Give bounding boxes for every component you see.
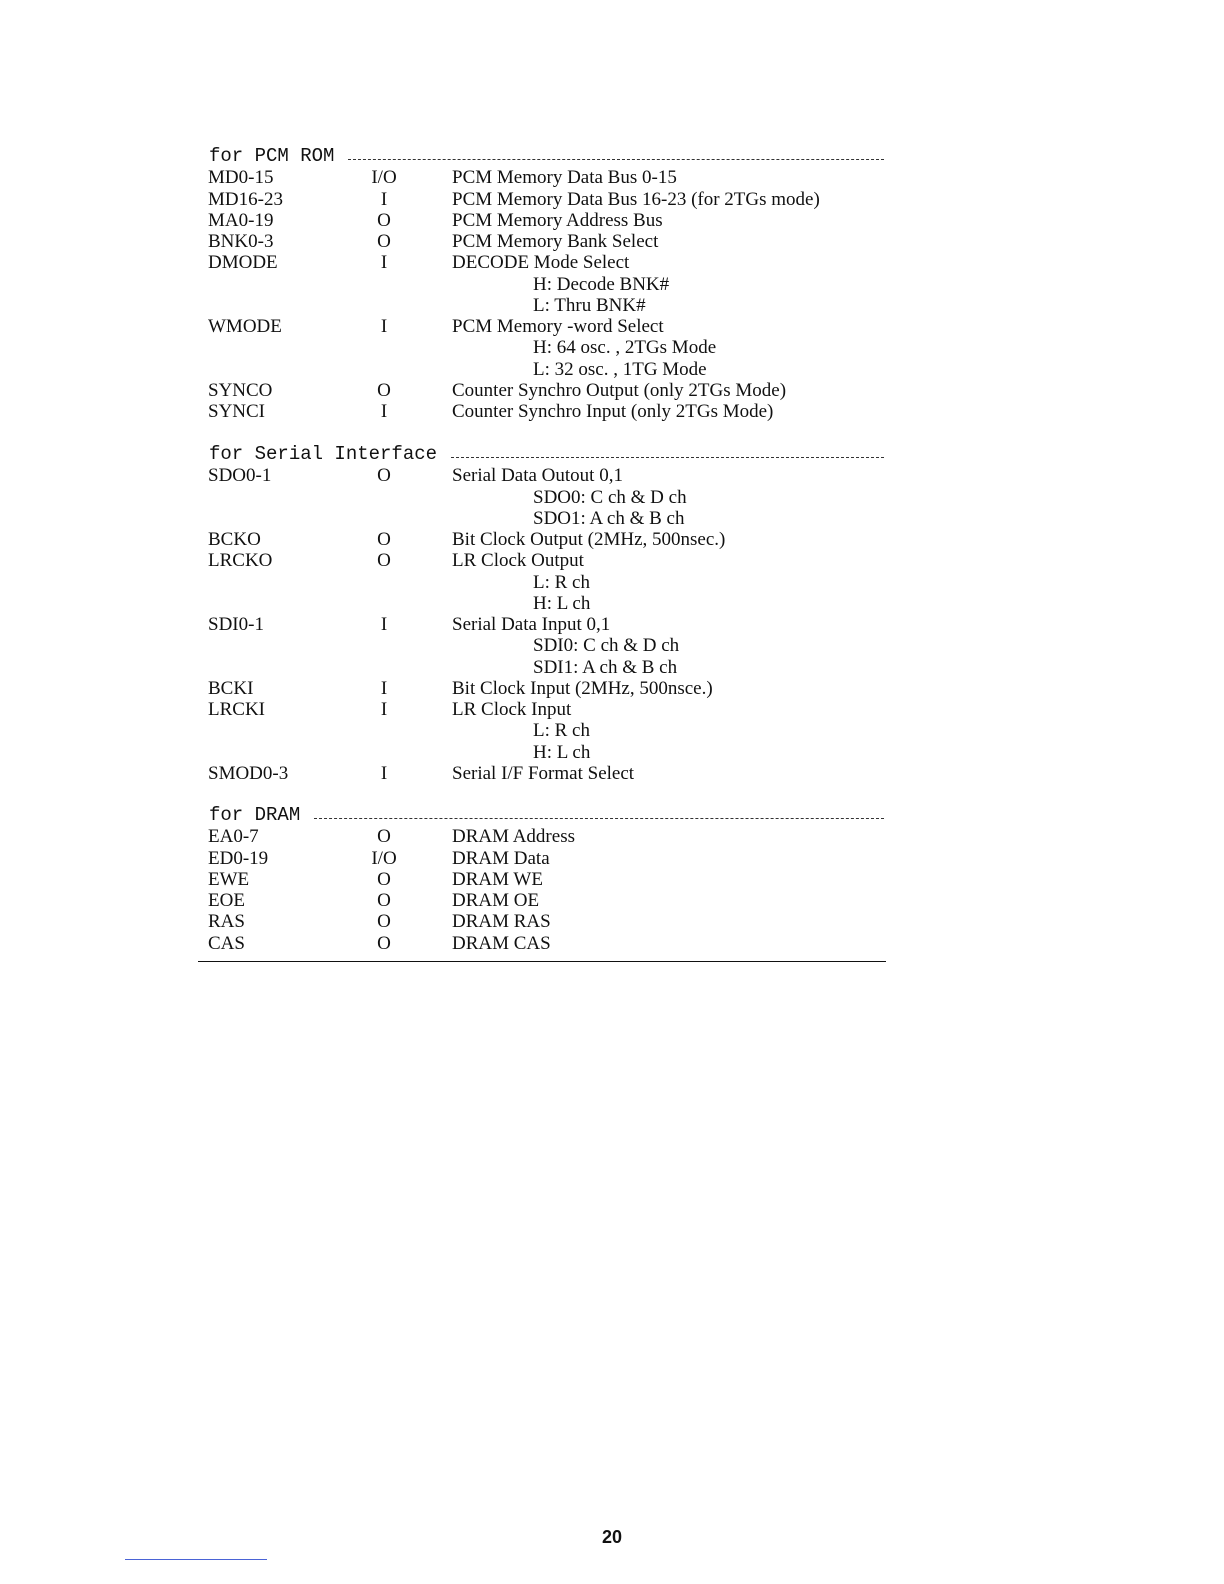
pin-name: WMODE	[208, 316, 282, 337]
section-title: for PCM ROM	[209, 146, 335, 167]
pin-row	[0, 231, 1224, 252]
pin-row	[0, 763, 1224, 784]
pin-row	[0, 401, 1224, 422]
pin-name: EA0-7	[208, 826, 259, 848]
pin-row	[0, 252, 1224, 273]
pin-option: H: Decode BNK#	[533, 273, 670, 295]
pin-row	[0, 678, 1224, 699]
pin-option-row	[0, 593, 1224, 614]
pin-description: DRAM Data	[452, 847, 550, 869]
pin-direction-label: O	[377, 529, 391, 550]
pin-option: L: R ch	[533, 571, 590, 593]
pin-name: MD0-15	[208, 167, 274, 189]
pin-description: Bit Clock Input (2MHz, 500nsce.)	[452, 677, 713, 699]
pin-direction-label: O	[377, 868, 391, 890]
pin-name: SMOD0-3	[208, 762, 289, 784]
pin-row	[0, 848, 1224, 869]
pin-description: LR Clock Output	[452, 550, 584, 572]
pin-direction-label: O	[377, 890, 391, 911]
pin-name: RAS	[208, 911, 245, 933]
pin-row	[0, 189, 1224, 210]
pin-option-row	[0, 359, 1224, 380]
pin-option: L: Thru BNK#	[533, 294, 646, 316]
pin-option: SDI0: C ch & D ch	[533, 635, 680, 657]
pin-direction-label: O	[377, 209, 391, 231]
dashed-rule	[451, 457, 884, 458]
pin-description: DRAM WE	[452, 868, 543, 890]
pin-option-row	[0, 657, 1224, 678]
pin-name: BCKI	[208, 677, 254, 699]
footnote-link-underline[interactable]	[125, 1559, 267, 1560]
pin-name: DMODE	[208, 252, 278, 274]
pin-row	[0, 316, 1224, 337]
pin-row	[0, 911, 1224, 932]
pin-direction-label: O	[377, 826, 391, 848]
section-header	[209, 805, 884, 826]
section-header	[209, 146, 884, 167]
pin-name: SDO0-1	[208, 465, 272, 487]
pin-row	[0, 167, 1224, 188]
pin-option-row	[0, 720, 1224, 741]
pin-option: H: L ch	[533, 592, 591, 614]
section-title: for DRAM	[209, 805, 301, 826]
pin-direction-label: O	[377, 932, 391, 954]
pin-option: L: 32 osc. , 1TG Mode	[533, 358, 707, 380]
pin-option: SDO0: C ch & D ch	[533, 486, 687, 508]
pin-option-row	[0, 337, 1224, 358]
pin-description: DRAM OE	[452, 890, 540, 911]
pin-description: LR Clock Input	[452, 699, 572, 720]
dashed-rule	[314, 818, 884, 819]
pin-direction-label: O	[377, 379, 391, 401]
pin-row	[0, 210, 1224, 231]
page-number: 20	[601, 1527, 623, 1547]
pin-direction-label: O	[377, 911, 391, 933]
pin-description: Serial Data Input 0,1	[452, 614, 611, 635]
pin-direction-label: I	[380, 614, 388, 635]
pin-description: DECODE Mode Select	[452, 252, 630, 274]
pin-option: H: L ch	[533, 741, 591, 763]
pin-option-row	[0, 487, 1224, 508]
pin-option-row	[0, 742, 1224, 763]
pin-row	[0, 869, 1224, 890]
pin-option-row	[0, 295, 1224, 316]
pin-row	[0, 890, 1224, 911]
pin-row	[0, 550, 1224, 571]
pin-direction-label: I	[380, 316, 388, 337]
bottom-rule	[198, 961, 886, 962]
pin-name: ED0-19	[208, 847, 269, 869]
pin-option-row	[0, 572, 1224, 593]
pin-direction-label: O	[377, 550, 391, 572]
pin-description: Serial I/F Format Select	[452, 762, 635, 784]
pin-option-row	[0, 508, 1224, 529]
pin-name: CAS	[208, 932, 245, 954]
pin-description: Counter Synchro Input (only 2TGs Mode)	[452, 401, 774, 422]
pin-option: SDO1: A ch & B ch	[533, 507, 685, 529]
pin-name: LRCKI	[208, 699, 265, 720]
pin-direction-label: I	[380, 699, 388, 720]
pin-description: PCM Memory Bank Select	[452, 231, 659, 252]
pin-direction-label: I	[380, 252, 388, 274]
pin-row	[0, 465, 1224, 486]
pin-direction-label: I	[380, 401, 388, 422]
pin-name: LRCKO	[208, 550, 273, 572]
pin-name: SDI0-1	[208, 614, 264, 635]
pin-row	[0, 699, 1224, 720]
pin-option-row	[0, 274, 1224, 295]
pin-name: EWE	[208, 868, 250, 890]
pin-direction-label: O	[377, 231, 391, 252]
pin-option: H: 64 osc. , 2TGs Mode	[533, 337, 717, 359]
pin-description: Bit Clock Output (2MHz, 500nsec.)	[452, 529, 726, 550]
pin-description: Serial Data Outout 0,1	[452, 465, 623, 487]
pin-direction-label: I	[380, 762, 388, 784]
pin-option: L: R ch	[533, 720, 590, 742]
section-header	[209, 444, 884, 465]
pin-row	[0, 380, 1224, 401]
pin-option-row	[0, 635, 1224, 656]
pin-name: BNK0-3	[208, 231, 274, 252]
pin-option: SDI1: A ch & B ch	[533, 656, 678, 678]
pin-row	[0, 529, 1224, 550]
pin-row	[0, 826, 1224, 847]
pin-row	[0, 614, 1224, 635]
pin-name: MA0-19	[208, 209, 274, 231]
pin-row	[0, 933, 1224, 954]
pin-description: Counter Synchro Output (only 2TGs Mode)	[452, 379, 787, 401]
pin-description: DRAM CAS	[452, 932, 551, 954]
pin-description: PCM Memory Data Bus 0-15	[452, 167, 677, 189]
pin-direction-label: I	[380, 188, 388, 210]
dashed-rule	[348, 159, 884, 160]
pin-description: PCM Memory Address Bus	[452, 209, 663, 231]
section-title: for Serial Interface	[209, 444, 438, 465]
pin-description: PCM Memory -word Select	[452, 316, 664, 337]
pin-direction-label: I/O	[371, 167, 397, 189]
pin-name: BCKO	[208, 529, 261, 550]
pin-name: EOE	[208, 890, 245, 911]
pin-description: DRAM RAS	[452, 911, 551, 933]
pin-name: SYNCI	[208, 401, 266, 422]
pin-direction-label: I	[380, 677, 388, 699]
pin-description: DRAM Address	[452, 826, 575, 848]
pin-name: MD16-23	[208, 188, 283, 210]
pin-direction-label: I/O	[371, 847, 397, 869]
pin-description: PCM Memory Data Bus 16-23 (for 2TGs mode)	[452, 188, 820, 210]
pin-name: SYNCO	[208, 379, 273, 401]
pin-direction-label: O	[377, 465, 391, 487]
